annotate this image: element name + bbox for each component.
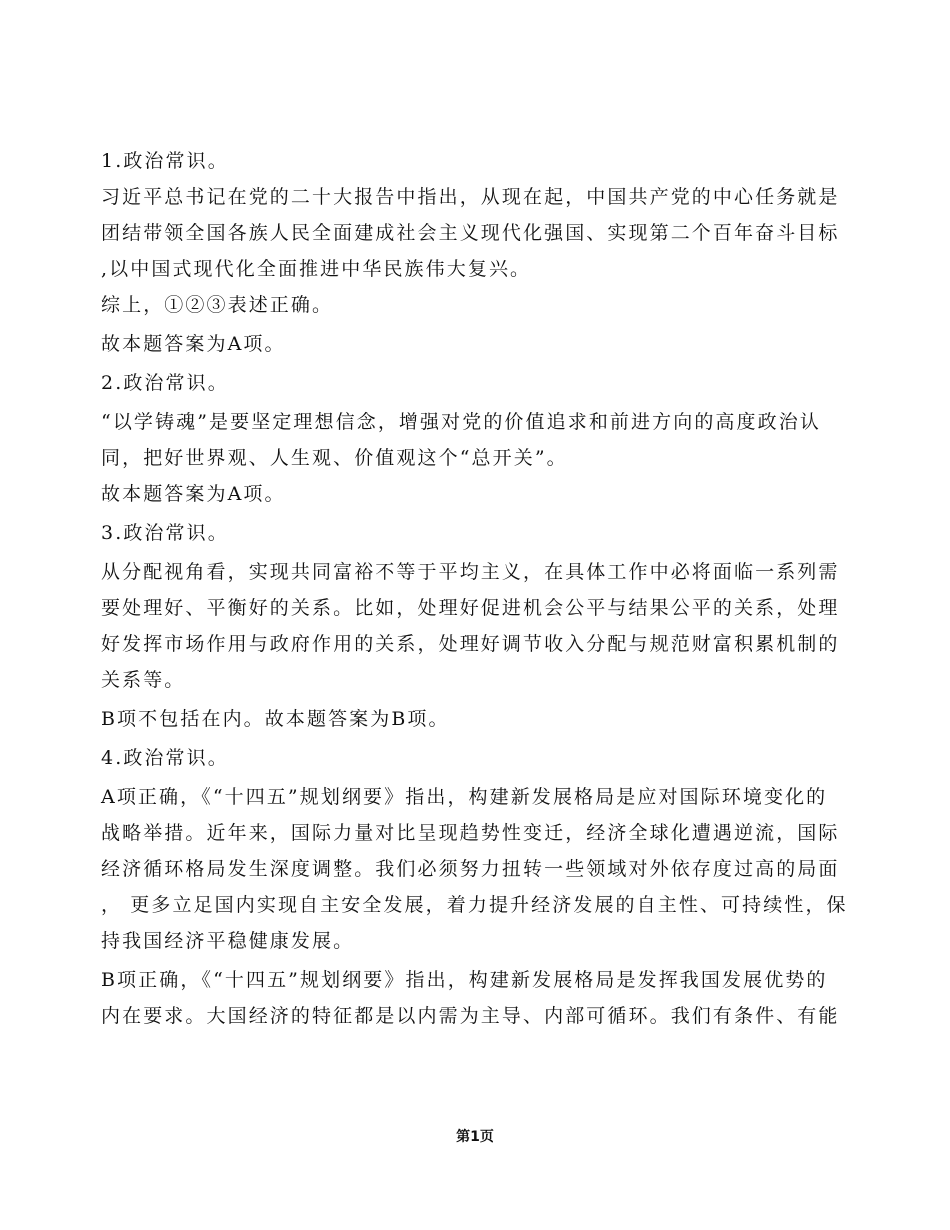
text-line: 战略举措。近年来，国际力量对比呈现趋势性变迁，经济全球化遭遇逆流，国际 bbox=[101, 822, 840, 844]
text-line: 同，把好世界观、人生观、价值观这个“总开关”。 bbox=[101, 447, 568, 469]
question-heading: 3.政治常识。 bbox=[101, 522, 229, 544]
answer-line: B项不包括在内。故本题答案为B项。 bbox=[101, 708, 450, 730]
text-line: 综上，①②③表述正确。 bbox=[101, 294, 334, 316]
text-line: 内在要求。大国经济的特征都是以内需为主导、内部可循环。我们有条件、有能 bbox=[101, 1005, 840, 1027]
text-line: 习近平总书记在党的二十大报告中指出，从现在起，中国共产党的中心任务就是 bbox=[101, 186, 840, 208]
text-line: 团结带领全国各族人民全面建成社会主义现代化强国、实现第二个百年奋斗目标 bbox=[101, 222, 840, 244]
text-line: ,以中国式现代化全面推进中华民族伟大复兴。 bbox=[101, 258, 532, 280]
text-line: 好发挥市场作用与政府作用的关系，处理好调节收入分配与规范财富积累机制的 bbox=[101, 633, 840, 655]
text-line: A项正确，《“十四五”规划纲要》指出，构建新发展格局是应对国际环境变化的 bbox=[101, 786, 828, 808]
text-line: “以学铸魂”是要坚定理想信念，增强对党的价值追求和前进方向的高度政治认 bbox=[101, 411, 821, 433]
text-line: B项正确，《“十四五”规划纲要》指出，构建新发展格局是发挥我国发展优势的 bbox=[101, 969, 828, 991]
text-line: 持我国经济平稳健康发展。 bbox=[101, 930, 355, 952]
text-line: 经济循环格局发生深度调整。我们必须努力扭转一些领域对外依存度过高的局面 bbox=[101, 858, 840, 880]
question-heading: 2.政治常识。 bbox=[101, 372, 229, 394]
text-line: ， 更多立足国内实现自主安全发展，着力提升经济发展的自主性、可持续性，保 bbox=[101, 894, 848, 916]
page-number: 第1页 bbox=[456, 1129, 494, 1145]
answer-line: 故本题答案为A项。 bbox=[101, 333, 286, 355]
text-line: 关系等。 bbox=[101, 669, 186, 691]
document-body bbox=[101, 146, 871, 1031]
answer-line: 故本题答案为A项。 bbox=[101, 483, 286, 505]
question-heading: 4.政治常识。 bbox=[101, 747, 229, 769]
question-heading: 1.政治常识。 bbox=[101, 150, 229, 172]
text-line: 从分配视角看，实现共同富裕不等于平均主义，在具体工作中必将面临一系列需 bbox=[101, 561, 840, 583]
text-line: 要处理好、平衡好的关系。比如，处理好促进机会公平与结果公平的关系，处理 bbox=[101, 597, 840, 619]
